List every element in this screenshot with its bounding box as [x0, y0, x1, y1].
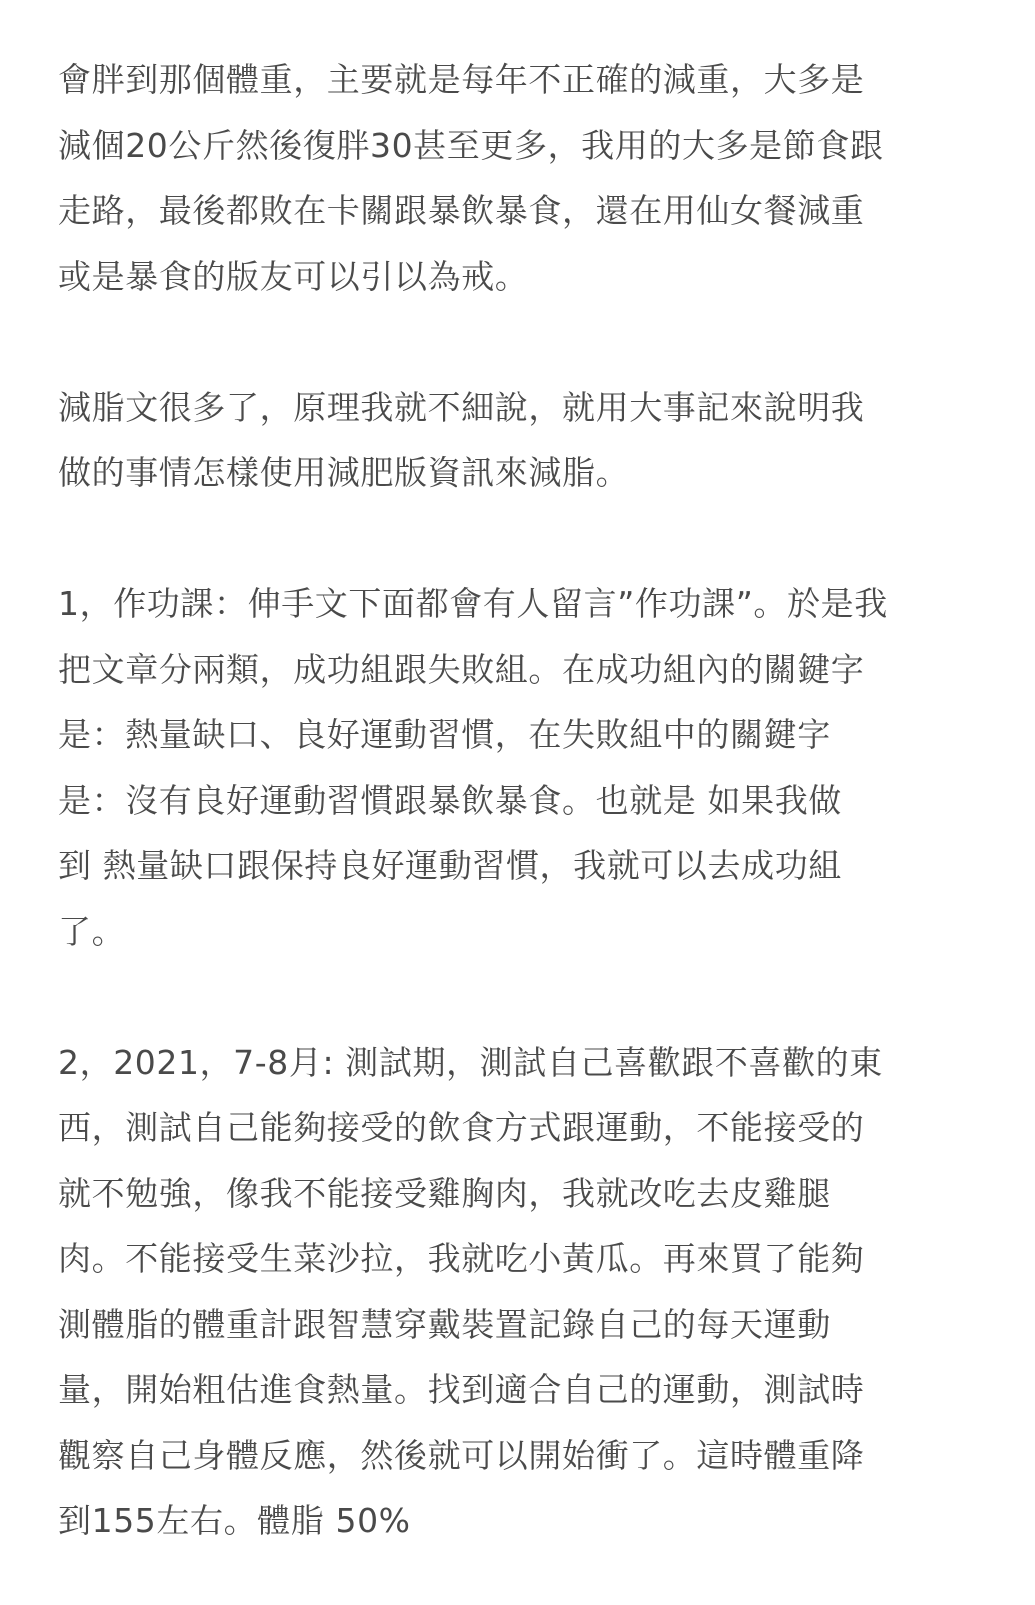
text-line: 或是暴食的版友可以引以為戒。	[58, 256, 529, 296]
article-body	[58, 47, 998, 1554]
text-line: 肉。不能接受生菜沙拉，我就吃小黃瓜。再來買了能夠	[58, 1239, 865, 1278]
text-line: 2，2021，7-8月: 測試期，測試自己喜歡跟不喜歡的東	[58, 1042, 883, 1082]
text-line: 把文章分兩類，成功組跟失敗組。在成功組內的關鍵字	[58, 649, 865, 689]
text-line: 觀察自己身體反應，然後就可以開始衝了。這時體重降	[58, 1435, 865, 1475]
text-line: 減脂文很多了，原理我就不細說，就用大事記來說明我	[58, 387, 865, 427]
text-line: 到 熱量缺口跟保持良好運動習慣，我就可以去成功組	[58, 846, 842, 885]
paragraph-gap	[58, 964, 998, 1030]
paragraph-2	[58, 375, 998, 506]
paragraph-4	[58, 1030, 998, 1554]
text-line: 做的事情怎樣使用減肥版資訊來減脂。	[58, 453, 630, 492]
text-line: 是：沒有良好運動習慣跟暴飲暴食。也就是 如果我做	[58, 780, 842, 820]
paragraph-3	[58, 571, 998, 964]
text-line: 測體脂的體重計跟智慧穿戴裝置記錄自己的每天運動	[58, 1304, 831, 1344]
text-line: 就不勉強，像我不能接受雞胸肉，我就改吃去皮雞腿	[58, 1173, 831, 1213]
paragraph-gap	[58, 506, 998, 572]
paragraph-gap	[58, 309, 998, 375]
text-line: 會胖到那個體重，主要就是每年不正確的減重，大多是	[58, 60, 865, 99]
text-line: 1，作功課：伸手文下面都會有人留言”作功課”。於是我	[58, 584, 888, 623]
paragraph-1	[58, 47, 998, 309]
text-line: 西，測試自己能夠接受的飲食方式跟運動，不能接受的	[58, 1108, 865, 1147]
text-line: 減個20公斤然後復胖30甚至更多，我用的大多是節食跟	[58, 125, 884, 165]
text-line: 量，開始粗估進食熱量。找到適合自己的運動，測試時	[58, 1370, 865, 1409]
text-line: 到155左右。體脂 50%	[58, 1501, 411, 1540]
text-line: 走路，最後都敗在卡關跟暴飲暴食，還在用仙女餐減重	[58, 191, 865, 230]
text-line: 是：熱量缺口、良好運動習慣，在失敗組中的關鍵字	[58, 715, 831, 754]
text-line: 了。	[58, 911, 126, 951]
